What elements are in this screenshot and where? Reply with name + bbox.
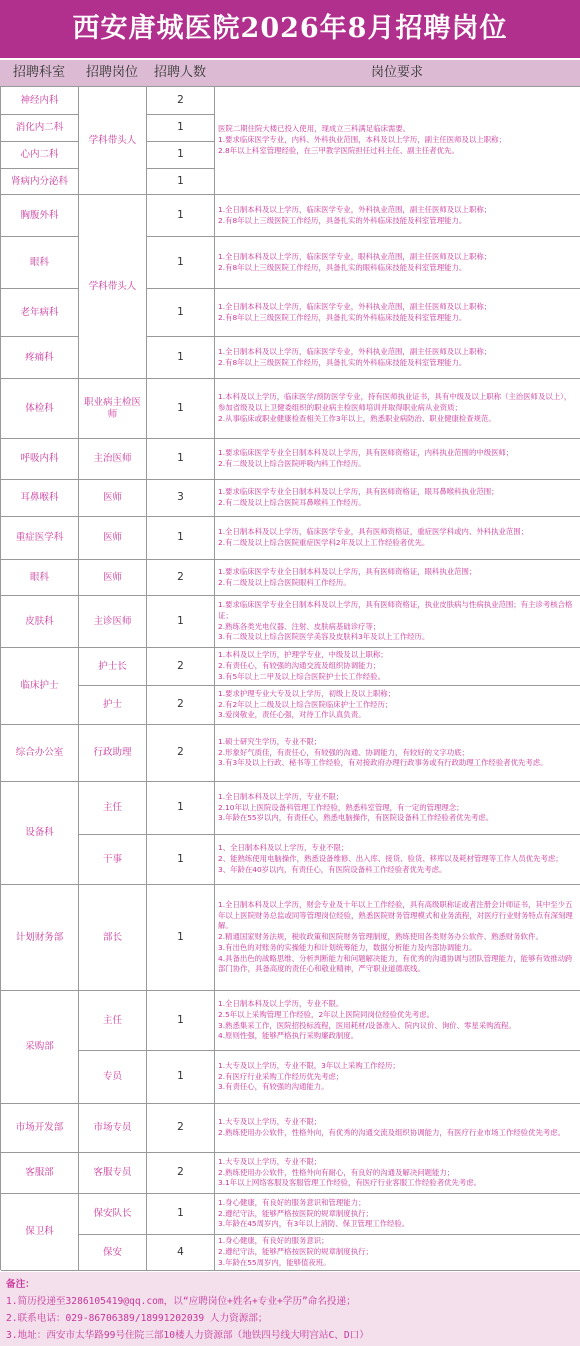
requirement-line: 1.要求临床医学专业全日制本科及以上学历，具有医师资格证，眼科执业范围； — [218, 566, 477, 576]
requirement-line: 3.熟悉集采工作，医院招投标流程，医用耗材/设备准入、院内议价、询价、零星采购流程。 — [218, 1020, 516, 1030]
requirement-line: 4.原则性强，能够严格执行采购廉政制度。 — [218, 1031, 359, 1041]
requirement-line: 3.有出色的对账务的实操能力和计划统筹能力，数据分析能力及内部协调能力。 — [218, 942, 477, 952]
requirement-line: 3.爱岗敬业，责任心强，对待工作认真负责。 — [218, 710, 366, 720]
dept-cell: 市场开发部 — [1, 1104, 79, 1153]
requirements-cell — [215, 835, 580, 885]
requirement-line: 1.要求临床医学专业全日制本科及以上学历，具有医师资格证，内科执业范围的中级医师； — [218, 448, 514, 458]
count-cell: 1 — [147, 596, 215, 648]
requirements-cell — [215, 596, 580, 648]
position-cell: 学科带头人 — [79, 87, 147, 195]
position-cell: 主治医师 — [79, 439, 147, 480]
dept-cell: 体检科 — [1, 379, 79, 439]
footer-line-phone: 2.联系电话：029-86706389/18991202039 人力资源部； — [6, 1313, 268, 1324]
requirement-line: 3.年龄在45周岁内，有3年以上消防、保卫管理工作经验。 — [218, 1219, 410, 1229]
requirement-line: 2.遵纪守法，能够严格按医院的规章制度执行； — [218, 1208, 373, 1218]
requirement-line: 2.形象好气质佳，有责任心，有较强的沟通、协调能力，有较好的文字功底； — [218, 747, 469, 757]
requirement-line: 1.大专及以上学历，专业不限； — [218, 1156, 322, 1166]
requirement-line: 2.熟练使用办公软件，性格外向，有优秀的沟通交流及组织协调能力，有医疗行业市场工作经验优先考虑。 — [218, 1128, 566, 1137]
requirement-line: 1.大专及以上学历，专业不限，3年以上采购工作经历； — [218, 1060, 400, 1070]
requirement-line: 1.全日制本科及以上学历，临床医学专业，具有医师资格证，重症医学科或内、外科执业范围； — [218, 527, 529, 537]
requirements-cell — [215, 87, 580, 195]
dept-cell: 计划财务部 — [1, 885, 79, 991]
position-cell: 职业病主检医师 — [79, 379, 147, 439]
position-cell: 医师 — [79, 480, 147, 517]
count-cell: 1 — [147, 379, 215, 439]
position-cell: 保安队长 — [79, 1194, 147, 1235]
requirement-line: 2.有二级及以上综合医院重症医学科2年及以上工作经验者优先。 — [218, 538, 430, 547]
requirement-line: 2.有8年以上三级医院工作经历，具备扎实的外科临床技能及科室管理能力。 — [218, 215, 467, 225]
count-cell: 2 — [147, 648, 215, 686]
count-cell: 1 — [147, 1051, 215, 1104]
position-cell: 市场专员 — [79, 1104, 147, 1153]
requirement-line: 2.有医疗行业采购工作经历优先考虑； — [218, 1071, 344, 1081]
count-cell: 1 — [147, 169, 215, 195]
count-cell: 1 — [147, 517, 215, 560]
requirement-line: 3.有3年及以上行政、秘书等工作经验，有对接政府办理行政事务或有行政助理工作经验者优先考虑。 — [218, 758, 548, 768]
count-cell: 2 — [147, 87, 215, 115]
position-cell: 干事 — [79, 835, 147, 885]
requirement-line: 3.有二级及以上综合医院医学美容及皮肤科3年及以上工作经历。 — [218, 632, 430, 642]
footer-title: 备注： — [6, 1279, 35, 1290]
requirements-cell — [215, 782, 580, 835]
requirements-cell — [215, 560, 580, 596]
footer-notes — [0, 1272, 580, 1346]
count-cell: 1 — [147, 1194, 215, 1235]
requirement-line: 1.大专及以上学历，专业不限； — [218, 1117, 322, 1127]
requirement-line: 2.从事临床或职业健康检查相关工作3年以上，熟悉职业病防治、职业健康检查规范。 — [218, 413, 496, 423]
requirements-cell — [215, 517, 580, 560]
requirement-line: 医院二期住院大楼已投入使用，现成立三科满足临床需要。 — [218, 124, 411, 134]
position-cell: 主诊医师 — [79, 596, 147, 648]
dept-cell: 胸腹外科 — [1, 195, 79, 237]
requirements-cell — [215, 337, 580, 379]
dept-cell: 心内二科 — [1, 142, 79, 169]
requirement-line: 3.年龄在55周岁内，能够值夜班。 — [218, 1257, 331, 1267]
count-cell: 1 — [147, 439, 215, 480]
requirement-line: 3、年龄在40岁以内，有责任心，有医院设备科工作经验者优先考虑。 — [218, 864, 447, 874]
position-cell: 主任 — [79, 991, 147, 1051]
count-cell: 2 — [147, 686, 215, 725]
requirement-line: 1.身心健康，有良好的服务意识和管理能力； — [218, 1197, 366, 1207]
dept-cell: 重症医学科 — [1, 517, 79, 560]
requirements-cell — [215, 1051, 580, 1104]
requirement-line: 1.全日制本科及以上学历，临床医学专业，外科执业范围，副主任医师及以上职称； — [218, 346, 492, 356]
count-cell: 1 — [147, 782, 215, 835]
requirement-line: 3.1年以上网络客服及客服管理工作经验，有医疗行业客服工作经验者优先考虑。 — [218, 1178, 482, 1188]
requirement-line: 2.精通国家财务法规，税收政策和医院财务管理制度，熟练使用各类财务办公软件、熟悉财务软件。 — [218, 932, 543, 942]
requirement-line: 1、全日制本科及以上学历，专业不限； — [218, 843, 349, 853]
requirements-cell — [215, 648, 580, 686]
count-cell: 4 — [147, 1235, 215, 1271]
position-cell: 行政助理 — [79, 725, 147, 782]
requirement-line: 3.有责任心，有较强的沟通能力。 — [218, 1082, 329, 1092]
requirements-cell — [215, 1194, 580, 1235]
requirements-cell — [215, 480, 580, 517]
dept-cell: 疼痛科 — [1, 337, 79, 379]
requirement-line: 2.有二级及以上综合医院眼科工作经历。 — [218, 577, 351, 587]
requirement-line: 1.要求临床医学专业全日制本科及以上学历，具有医师资格证，眼耳鼻喉科执业范围； — [218, 487, 499, 497]
position-cell: 医师 — [79, 560, 147, 596]
dept-cell: 临床护士 — [1, 648, 79, 725]
dept-cell: 眼科 — [1, 237, 79, 289]
requirement-line: 1.本科及以上学历，临床医学/预防医学专业，持有医师执业证书，具有中级及以上职称（主治医师及以上），参加省级及以上卫健委组织的职业病主检医师培训并取得职业病从业资质； — [218, 392, 572, 413]
count-cell: 1 — [147, 885, 215, 991]
dept-cell: 呼吸内科 — [1, 439, 79, 480]
requirement-line: 2.有8年以上三级医院工作经历，具备扎实的外科临床技能及科室管理能力。 — [218, 357, 467, 367]
header-dept: 招聘科室 — [12, 65, 65, 80]
requirement-line: 1.全日制本科及以上学历，临床医学专业，外科执业范围，副主任医师及以上职称； — [218, 204, 492, 214]
count-cell: 2 — [147, 725, 215, 782]
requirements-cell — [215, 237, 580, 289]
count-cell: 1 — [147, 195, 215, 237]
requirements-cell — [215, 195, 580, 237]
header-requirements: 岗位要求 — [370, 65, 423, 80]
requirements-cell — [215, 725, 580, 782]
requirement-line: 1.本科及以上学历，护理学专业，中级及以上职称； — [218, 650, 388, 660]
dept-cell: 肾病内分泌科 — [1, 169, 79, 195]
requirements-cell — [215, 439, 580, 480]
dept-cell: 采购部 — [1, 991, 79, 1104]
requirement-line: 1.要求临床医学专业全日制本科及以上学历，具有医师资格证，执业皮肤病与性病执业范围；有主诊考核合格证； — [218, 600, 573, 620]
requirement-line: 1.全日制本科及以上学历，财会专业及十年以上工作经验，具有高级职称证或者注册会计师证书，其中至少五年以上医院财务总监或同等管理岗位经验，熟悉医院财务管理模式和业务流程，对医疗行业财务特点有深刻理解。 — [218, 899, 573, 931]
requirement-line: 1.全日制本科及以上学历，临床医学专业，外科执业范围，副主任医师及以上职称； — [218, 301, 492, 311]
requirement-line: 2.有二级及以上综合医院呼吸内科工作经历。 — [218, 459, 366, 468]
requirement-line: 2.遵纪守法，能够严格按医院的规章制度执行； — [218, 1247, 373, 1257]
position-cell: 护士长 — [79, 648, 147, 686]
dept-cell: 神经内科 — [1, 87, 79, 115]
requirement-line: 2.有责任心，有较强的沟通交流及组织协调能力； — [218, 661, 381, 671]
count-cell: 2 — [147, 1153, 215, 1194]
count-cell: 1 — [147, 835, 215, 885]
requirement-line: 2.有8年以上三级医院工作经历，具备扎实的外科临床技能及科室管理能力。 — [218, 312, 467, 322]
footer-line-email: 1.简历投递至3286105419@qq.com，以“应聘岗位+姓名+专业+学历”命名投递； — [6, 1296, 356, 1307]
dept-cell: 设备科 — [1, 782, 79, 885]
requirement-line: 1.要求临床医学专业，内科、外科执业范围，本科及以上学历，副主任医师及以上职称； — [218, 135, 506, 145]
requirements-cell — [215, 1235, 580, 1271]
requirement-line: 2.10年以上医院设备科管理工作经验，熟悉科室管理，有一定的管理理念； — [218, 802, 464, 812]
dept-cell: 耳鼻喉科 — [1, 480, 79, 517]
dept-cell: 综合办公室 — [1, 725, 79, 782]
requirements-cell — [215, 686, 580, 725]
count-cell: 2 — [147, 560, 215, 596]
requirement-line: 2.有8年以上三级医院工作经历，具备扎实的眼科临床技能及科室管理能力。 — [218, 262, 467, 272]
requirements-cell — [215, 1153, 580, 1194]
requirement-line: 3.年龄在55岁以内，有责任心，熟悉电脑操作，有医院设备科工作经验者优先考虑。 — [218, 813, 494, 823]
table-header — [0, 60, 580, 86]
header-count: 招聘人数 — [153, 65, 206, 80]
dept-cell: 保卫科 — [1, 1194, 79, 1271]
requirement-line: 1.硕士研究生学历，专业不限； — [218, 736, 322, 746]
header-position: 招聘岗位 — [85, 65, 138, 80]
requirement-line: 1.身心健康，有良好的服务意识； — [218, 1236, 329, 1246]
position-cell: 学科带头人 — [79, 195, 147, 379]
position-cell: 医师 — [79, 517, 147, 560]
requirement-line: 2.5年以上采购管理工作经验，2年以上医院同岗位经验优先考虑。 — [218, 1009, 435, 1019]
position-cell: 部长 — [79, 885, 147, 991]
dept-cell: 消化内二科 — [1, 115, 79, 142]
position-cell: 护士 — [79, 686, 147, 725]
position-cell: 主任 — [79, 782, 147, 835]
requirement-line: 2.熟练各类光电仪器、注射、皮肤病基础诊疗等； — [218, 621, 381, 631]
count-cell: 1 — [147, 237, 215, 289]
count-cell: 1 — [147, 289, 215, 337]
dept-cell: 老年病科 — [1, 289, 79, 337]
requirement-line: 1.要求护理专业大专及以上学历，初级上及以上职称； — [218, 688, 396, 698]
count-cell: 1 — [147, 991, 215, 1051]
requirement-line: 2.熟练使用办公软件，性格外向有耐心，有良好的沟通及解决问题能力； — [218, 1167, 455, 1177]
requirements-cell — [215, 1104, 580, 1153]
requirement-line: 2.8年以上科室管理经验，在三甲教学医院担任过科主任、副主任者优先。 — [218, 145, 459, 155]
page-title: 西安唐城医院2026年8月招聘岗位 — [0, 0, 580, 58]
requirement-line: 4.具备出色的战略思维、分析判断能力和问题解决能力，有优秀的沟通协调与团队管理能力，能够有效推动跨部门协作，具备高度的责任心和敬业精神，严守职业道德底线。 — [218, 953, 573, 974]
count-cell: 1 — [147, 142, 215, 169]
position-cell: 客服专员 — [79, 1153, 147, 1194]
requirement-line: 1.全日制本科及以上学历，临床医学专业，眼科执业范围，副主任医师及以上职称； — [218, 251, 492, 261]
requirements-cell — [215, 885, 580, 991]
position-cell: 专员 — [79, 1051, 147, 1104]
requirement-line: 1.全日制本科及以上学历，专业不限； — [218, 791, 344, 801]
requirement-line: 1.全日制本科及以上学历，专业不限。 — [218, 999, 344, 1009]
requirements-cell — [215, 289, 580, 337]
requirements-cell — [215, 991, 580, 1051]
requirement-line: 2.有二级及以上综合医院耳鼻喉科工作经历。 — [218, 498, 366, 507]
count-cell: 1 — [147, 337, 215, 379]
requirement-line: 2.有2年以上二级及以上综合医院临床护士工作经历； — [218, 699, 393, 709]
count-cell: 1 — [147, 115, 215, 142]
job-table — [0, 86, 580, 1270]
dept-cell: 眼科 — [1, 560, 79, 596]
position-cell: 保安 — [79, 1235, 147, 1271]
requirement-line: 2、能熟练使用电脑操作，熟悉设备维修、出入库、接货、验货、移库以及耗材管理等工作人员优先考虑； — [218, 854, 563, 864]
footer-line-address: 3.地址：西安市太华路99号住院三部10楼人力资源部（地铁四号线大明宫站C、D口） — [6, 1330, 369, 1341]
dept-cell: 客服部 — [1, 1153, 79, 1194]
requirement-line: 3.有5年以上二甲及以上综合医院护士长工作经验。 — [218, 671, 385, 681]
dept-cell: 皮肤科 — [1, 596, 79, 648]
requirements-cell — [215, 379, 580, 439]
count-cell: 2 — [147, 1104, 215, 1153]
count-cell: 3 — [147, 480, 215, 517]
